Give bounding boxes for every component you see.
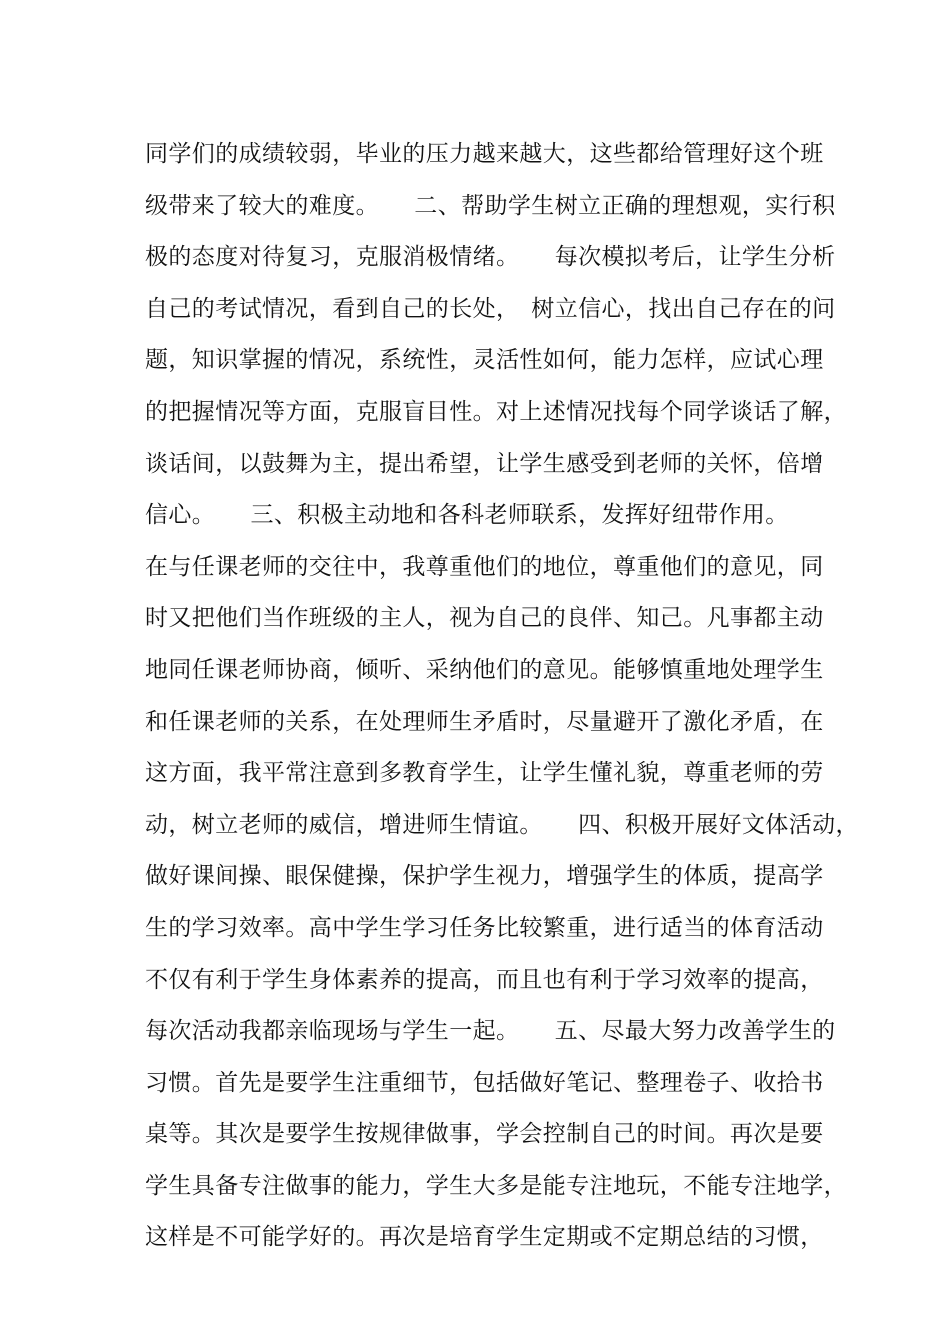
text-line: 的把握情况等方面，克服盲目性。对上述情况找每个同学谈话了解， [145,398,847,425]
text-line: 每次活动我都亲临现场与学生一起。 五、尽最大努力改善学生的 [145,1018,836,1045]
text-line: 不仅有利于学生身体素养的提高，而且也有利于学习效率的提高， [145,966,824,993]
text-line: 生的学习效率。高中学生学习任务比较繁重，进行适当的体育活动 [145,914,824,941]
text-line: 自己的考试情况，看到自己的长处， 树立信心，找出自己存在的问 [145,295,836,322]
text-line: 时又把他们当作班级的主人，视为自己的良伴、知己。凡事都主动 [145,605,824,632]
text-line: 谈话间，以鼓舞为主，提出希望，让学生感受到老师的关怀，倍增 [145,450,824,477]
text-line: 极的态度对待复习，克服消极情绪。 每次模拟考后，让学生分析 [145,244,836,271]
text-line: 学生具备专注做事的能力，学生大多是能专注地玩，不能专注地学， [145,1172,847,1199]
text-line: 地同任课老师协商，倾听、采纳他们的意见。能够慎重地处理学生 [145,656,824,683]
body-text [145,129,859,1264]
text-line: 桌等。其次是要学生按规律做事，学会控制自己的时间。再次是要 [145,1121,824,1148]
text-line: 级带来了较大的难度。 二、帮助学生树立正确的理想观，实行积 [145,192,836,219]
text-line: 同学们的成绩较弱，毕业的压力越来越大，这些都给管理好这个班 [145,141,824,167]
text-line: 在与任课老师的交往中，我尊重他们的地位，尊重他们的意见，同 [145,553,824,580]
text-line: 这方面，我平常注意到多教育学生，让学生懂礼貌，尊重老师的劳 [145,760,824,787]
text-line: 和任课老师的关系，在处理师生矛盾时，尽量避开了激化矛盾，在 [145,708,824,735]
text-line: 题，知识掌握的情况，系统性，灵活性如何，能力怎样，应试心理 [145,347,824,374]
text-line: 信心。 三、积极主动地和各科老师联系，发挥好纽带作用。 [145,502,789,529]
text-line: 习惯。首先是要学生注重细节，包括做好笔记、整理卷子、收拾书 [145,1069,824,1096]
text-line: 做好课间操、眼保健操，保护学生视力，增强学生的体质，提高学 [145,863,824,890]
text-line: 动，树立老师的威信，增进师生情谊。 四、积极开展好文体活动， [145,811,859,838]
text-line: 这样是不可能学好的。再次是培育学生定期或不定期总结的习惯， [145,1224,824,1251]
